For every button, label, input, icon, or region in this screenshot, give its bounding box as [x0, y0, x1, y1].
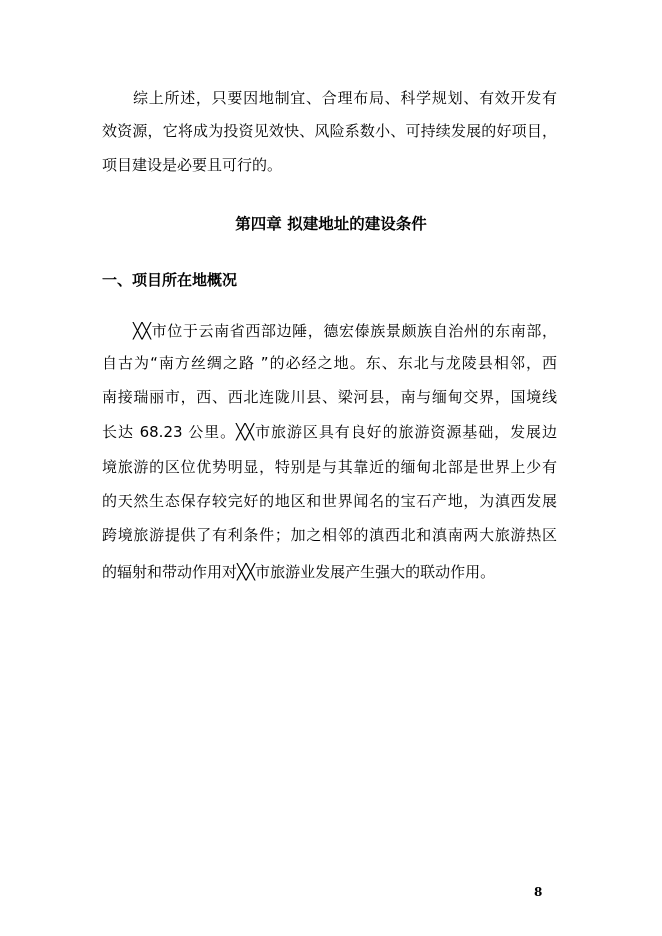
text-line: 综上所述，只要因地制宜、合理布局、科学规划、有效开发有 — [133, 89, 557, 107]
section-title: 一、项目所在地概况 — [102, 271, 238, 289]
text-line: 跨境旅游提供了有利条件；加之相邻的滇西北和滇南两大旅游热区 — [102, 526, 557, 544]
text-line: 的辐射和带动作用对╳╳市旅游业发展产生强大的联动作用。 — [102, 563, 496, 581]
text-line: 项目建设是必要且可行的。 — [102, 156, 283, 174]
text-line: ╳╳市位于云南省西部边陲，德宏傣族景颇族自治州的东南部， — [133, 322, 557, 340]
text-line: 境旅游的区位优势明显，特别是与其靠近的缅甸北部是世界上少有 — [102, 458, 557, 476]
text-line: 效资源，它将成为投资见效快、风险系数小、可持续发展的好项目， — [102, 122, 557, 140]
text-line: 自古为“南方丝绸之路 ”的必经之地。东、东北与龙陵县相邻，西 — [102, 354, 557, 372]
chapter-title: 第四章 拟建地址的建设条件 — [235, 214, 427, 233]
text-line: 的天然生态保存较完好的地区和世界闻名的宝石产地，为滇西发展 — [102, 492, 557, 510]
text-line: 南接瑞丽市，西、西北连陇川县、梁河县，南与缅甸交界，国境线 — [102, 388, 557, 406]
page-number: 8 — [534, 885, 543, 899]
text-line: 长达 68.23 公里。╳╳市旅游区具有良好的旅游资源基础，发展边 — [102, 423, 557, 441]
